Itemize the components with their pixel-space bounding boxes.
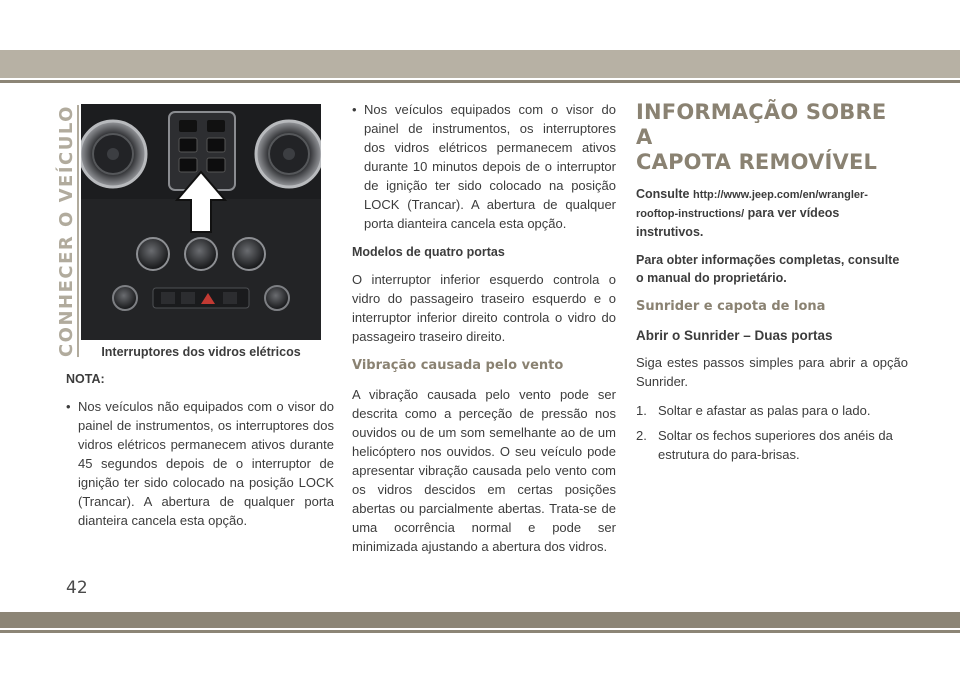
header-band [0, 50, 960, 78]
column-1 [66, 397, 334, 540]
column-2 [352, 100, 616, 566]
climate-knob [185, 238, 217, 270]
column-3 [636, 100, 908, 470]
sunrider-heading: Sunrider e capota de lona [636, 299, 826, 314]
page-number: 42 [66, 578, 88, 598]
four-door-heading: Modelos de quatro portas [352, 245, 505, 259]
window-switch [207, 138, 225, 152]
section-side-title: CONHECER O VEÍCULO [55, 105, 77, 358]
full-info-paragraph: Para obter informações completas, consulte o manual do proprietário. [636, 253, 900, 285]
step-item: 2. Soltar os fechos superiores dos anéis da estrutura do para-brisas. [636, 428, 893, 462]
note-label: NOTA: [66, 372, 105, 386]
open-sunrider-heading: Abrir o Sunrider – Duas portas [636, 328, 833, 343]
steps-intro: Siga estes passos simples para abrir a opção Sunrider. [636, 355, 908, 389]
step-item: 1. Soltar e afastar as palas para o lado. [636, 403, 871, 418]
power-window-switches-photo [81, 104, 321, 340]
footer-band [0, 612, 960, 628]
buffeting-heading: Vibração causada pelo vento [352, 358, 564, 373]
list-item: • Nos veículos não equipados com o visor do painel de instrumentos, os interruptores dos vidros elétricos permanecem ativos durante 45 segundos depois de o interruptor de ignição ter sido colocado na posição LOCK (Trancar). A abertura de qualquer porta dianteira cancela esta opção. [66, 399, 334, 528]
window-switch [179, 158, 197, 172]
climate-knob [233, 238, 265, 270]
instructions-url[interactable]: http://www.jeep.com/en/wrangler-rooftop-instructions/ [636, 189, 868, 220]
buffeting-text: A vibração causada pelo vento pode ser descrita como a perceção de pressão nos ouvidos ou de um som semelhante ao de um helicóptero nos ouvidos. O seu veículo pode apresentar vibração causada pelo vento com os vidros descidos em certas posições abertas ou parcialmente abertas. Trata-se de uma ocorrência normal e pode ser minimizada ajustando a abertura dos vidros. [352, 387, 616, 554]
figure-caption: Interruptores dos vidros elétricos [101, 345, 301, 359]
four-door-text: O interruptor inferior esquerdo controla o vidro do passageiro traseiro esquerdo e o interruptor inferior direito controla o vidro do passageiro traseiro direito. [352, 272, 616, 344]
header-rule [0, 80, 960, 83]
climate-knob [137, 238, 169, 270]
main-heading: INFORMAÇÃO SOBRE A CAPOTA REMOVÍVEL [636, 100, 887, 174]
window-switch [207, 158, 225, 172]
footer-rule [0, 630, 960, 633]
consulte-paragraph: Consulte http://www.jeep.com/en/wrangler-rooftop-instructions/ para ver vídeos instrutivos. [636, 187, 868, 239]
list-item: • Nos veículos equipados com o visor do painel de instrumentos, os interruptores dos vidros elétricos permanecem ativos durante 10 minutos depois de o interruptor de ignição ter sido colocado na posição LOCK (Trancar). A abertura de qualquer porta dianteira cancela esta opção. [352, 102, 616, 231]
window-switch [179, 138, 197, 152]
dashboard-illustration [81, 104, 321, 340]
